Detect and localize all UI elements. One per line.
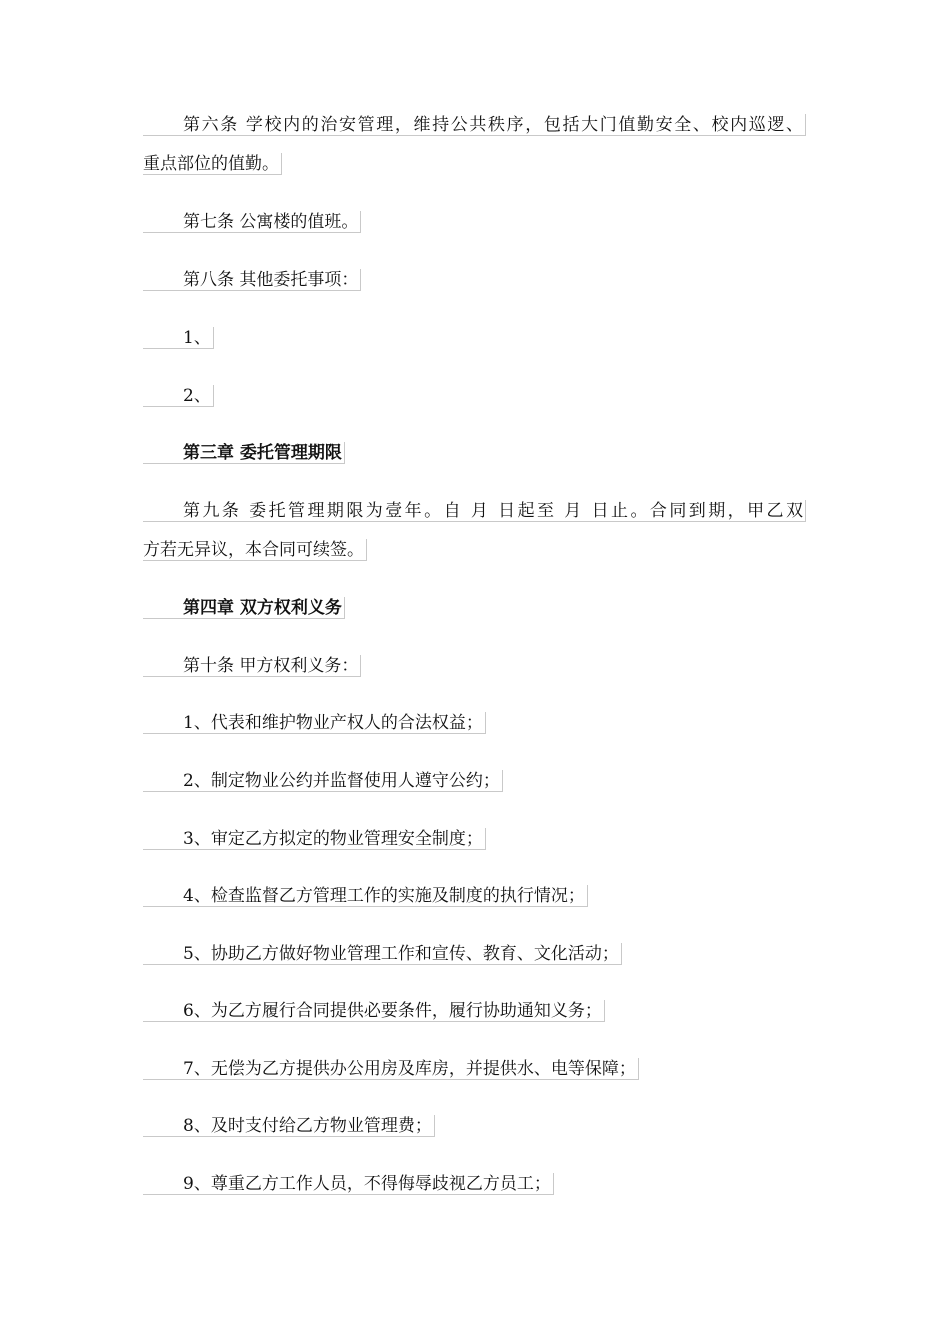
article-8-item-1: 1、 <box>143 327 214 349</box>
article-8-item-2: 2、 <box>143 385 214 407</box>
chapter-4-heading: 第四章 双方权利义务 <box>143 597 345 619</box>
article-6-line-2: 重点部位的值勤。 <box>143 153 282 175</box>
list-item: 8、及时支付给乙方物业管理费； <box>143 1115 435 1137</box>
article-9-line-2: 方若无异议，本合同可续签。 <box>143 539 367 561</box>
list-item: 3、审定乙方拟定的物业管理安全制度； <box>143 828 486 850</box>
article-9-line-1: 第九条 委托管理期限为壹年。自 月 日起至 月 日止。合同到期，甲乙双 <box>143 500 806 522</box>
chapter-3-heading: 第三章 委托管理期限 <box>143 442 345 464</box>
article-10: 第十条 甲方权利义务： <box>143 655 361 677</box>
list-item: 5、协助乙方做好物业管理工作和宣传、教育、文化活动； <box>143 943 622 965</box>
list-item: 7、无偿为乙方提供办公用房及库房，并提供水、电等保障； <box>143 1058 639 1080</box>
article-7: 第七条 公寓楼的值班。 <box>143 211 361 233</box>
list-item: 2、制定物业公约并监督使用人遵守公约； <box>143 770 503 792</box>
list-item: 9、尊重乙方工作人员，不得侮辱歧视乙方员工； <box>143 1173 554 1195</box>
list-item: 6、为乙方履行合同提供必要条件，履行协助通知义务； <box>143 1000 605 1022</box>
list-item: 4、检查监督乙方管理工作的实施及制度的执行情况； <box>143 885 588 907</box>
article-6-line-1: 第六条 学校内的治安管理，维持公共秩序，包括大门值勤安全、校内巡逻、 <box>143 114 806 136</box>
article-8: 第八条 其他委托事项： <box>143 269 361 291</box>
list-item: 1、代表和维护物业产权人的合法权益； <box>143 712 486 734</box>
